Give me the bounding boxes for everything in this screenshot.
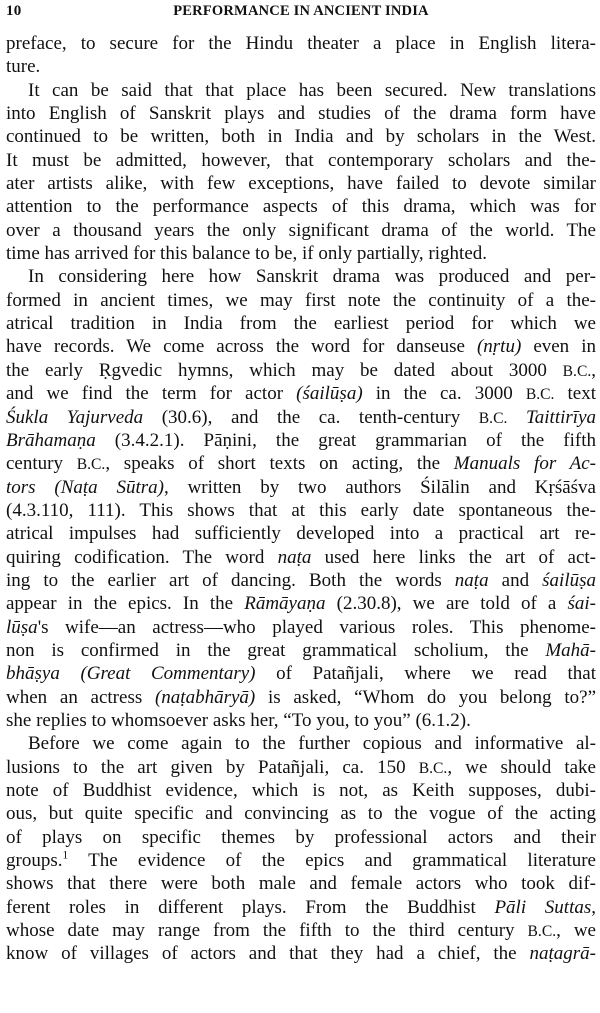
text-line <box>6 79 596 102</box>
book-page <box>6 0 596 1013</box>
text-line <box>6 872 596 895</box>
text-line <box>6 499 596 522</box>
italic-term: śai- <box>567 593 596 615</box>
text-segment: of Patañjali, where we read that <box>255 663 596 685</box>
italic-term: Śukla Yajurveda <box>6 406 144 428</box>
text-line <box>6 172 596 195</box>
text-line <box>6 686 596 709</box>
text-segment: (2.30.8), we are told of a <box>325 593 568 615</box>
text-line <box>6 195 596 218</box>
text-line <box>6 802 596 825</box>
text-line <box>6 592 596 615</box>
text-segment: ing to the earlier art of dancing. Both the words <box>6 569 455 591</box>
text-segment: (3.4.2.1). Pāṇini, the great grammarian of the fifth <box>95 429 596 451</box>
italic-term: naṭa <box>454 569 489 591</box>
italic-term: Pāli Suttas <box>494 896 592 918</box>
text-line <box>6 522 596 545</box>
text-line <box>6 732 596 755</box>
italic-term: bhāṣya (Great Commentary) <box>6 663 256 685</box>
era-abbreviation: B.C. <box>527 923 557 941</box>
text-line <box>6 709 596 732</box>
text-segment: quiring codification. The word <box>6 546 278 568</box>
page-number: 10 <box>6 3 22 19</box>
text-line <box>6 382 596 405</box>
text-line <box>6 942 596 965</box>
text-segment: non is confirmed in the great grammatical scholium, the <box>6 639 546 661</box>
text-segment: is asked, “Whom do you belong to?” <box>255 686 596 708</box>
body-text <box>6 32 596 966</box>
running-head-title: PERFORMANCE IN ANCIENT INDIA <box>173 3 429 19</box>
text-segment: Before we come again to the further copious and informative al- <box>28 733 596 755</box>
era-abbreviation: B.C. <box>76 456 106 474</box>
text-segment: It must be admitted, however, that contemporary scholars and the- <box>6 149 596 171</box>
text-segment: , <box>591 896 596 918</box>
text-segment: into English of Sanskrit plays and studies of the drama form have <box>6 103 596 125</box>
text-line <box>6 32 596 55</box>
text-segment: , we <box>556 920 596 942</box>
text-segment: ater artists alike, with few exceptions, have failed to devote similar <box>6 173 596 195</box>
text-segment: , speaks of short texts on acting, the <box>105 453 454 475</box>
text-segment: ous, but quite specific and convincing as to the vogue of the acting <box>6 803 596 825</box>
text-line <box>6 546 596 569</box>
text-segment: she replies to whomsoever asks her, “To you, to you” (6.1.2). <box>6 709 471 731</box>
era-abbreviation: B.C. <box>525 386 555 404</box>
text-segment: the early Ṛgvedic hymns, which may be dated about 3000 <box>6 359 563 381</box>
text-segment: even in <box>521 336 596 358</box>
text-line <box>6 896 596 919</box>
italic-term: Rāmāyaṇa <box>244 593 326 615</box>
text-segment: atrical impulses had sufficiently developed into a practical art re- <box>6 523 596 545</box>
text-segment: of plays on specific themes by professional actors and their <box>6 826 596 848</box>
text-segment: text <box>554 383 596 405</box>
text-line <box>6 452 596 475</box>
running-head <box>6 0 596 22</box>
text-segment: In considering here how Sanskrit drama was produced and per- <box>28 266 596 288</box>
italic-term: śailūṣa <box>542 569 596 591</box>
text-segment: formed in ancient times, we may first note the continuity of a the- <box>6 289 596 311</box>
text-segment: ture. <box>6 56 41 78</box>
italic-term: lūṣa <box>6 616 38 638</box>
text-segment: preface, to secure for the Hindu theater a place in English litera- <box>6 33 596 54</box>
text-line <box>6 55 596 78</box>
text-line <box>6 639 596 662</box>
text-line <box>6 219 596 242</box>
text-line <box>6 102 596 125</box>
text-line <box>6 849 596 872</box>
text-segment: It can be said that that place has been secured. New translations <box>28 79 596 101</box>
text-segment: used here links the art of act- <box>311 546 596 568</box>
text-line <box>6 662 596 685</box>
text-line <box>6 779 596 802</box>
text-segment: note of Buddhist evidence, which is not, as Keith supposes, dubi- <box>6 780 596 801</box>
text-line <box>6 265 596 288</box>
text-segment: atrical tradition in India from the earliest period for which we <box>6 313 596 335</box>
text-line <box>6 569 596 592</box>
text-segment: continued to be written, both in India and by scholars in the West. <box>6 126 596 148</box>
text-segment: when an actress <box>6 686 155 708</box>
text-segment: whose date may range from the fifth to the third century <box>6 920 528 942</box>
text-segment: have records. We come across the word for danseuse <box>6 336 477 358</box>
italic-term: (śailūṣa) <box>296 383 363 405</box>
text-segment: time has arrived for this balance to be, if only partially, righted. <box>6 243 488 265</box>
text-segment: in the ca. 3000 <box>362 383 526 405</box>
text-segment: , we should take <box>447 756 596 778</box>
text-line <box>6 289 596 312</box>
italic-term: Mahā- <box>545 639 596 661</box>
text-segment: , written by two authors Śilālin and Kṛśāśva <box>164 476 596 498</box>
footnote-marker: 1 <box>62 849 69 862</box>
italic-term: Manuals for Ac- <box>453 453 596 475</box>
text-segment: 's wife—an actress—who played various roles. This phenome- <box>37 616 596 638</box>
text-segment: groups. <box>6 850 63 872</box>
text-line <box>6 756 596 779</box>
text-line <box>6 125 596 148</box>
text-segment: know of villages of actors and that they had a chief, the <box>6 943 530 965</box>
text-segment <box>507 407 526 428</box>
text-segment: and <box>488 569 543 591</box>
text-line <box>6 476 596 499</box>
text-line <box>6 616 596 639</box>
text-segment: lusions to the art given by Patañjali, ca. 150 <box>6 756 419 778</box>
text-segment: (30.6), and the ca. tenth-century <box>143 406 479 428</box>
italic-term: (nṛtu) <box>476 336 522 358</box>
text-line <box>6 919 596 942</box>
text-segment: appear in the epics. In the <box>6 593 245 615</box>
text-line <box>6 406 596 429</box>
text-segment: and we find the term for actor <box>6 383 297 405</box>
italic-term: Taittirīya <box>525 406 596 428</box>
text-line <box>6 826 596 849</box>
text-segment: over a thousand years the only significant drama of the world. The <box>6 219 596 241</box>
text-line <box>6 149 596 172</box>
text-line <box>6 312 596 335</box>
text-segment: ferent roles in different plays. From the Buddhist <box>6 896 495 918</box>
era-abbreviation: B.C. <box>478 409 508 427</box>
text-segment: The evidence of the epics and grammatical literature <box>68 850 596 872</box>
text-line <box>6 359 596 382</box>
text-line <box>6 242 596 265</box>
text-line <box>6 335 596 358</box>
italic-term: tors (Naṭa Sūtra) <box>6 476 164 498</box>
text-segment: , <box>591 359 596 381</box>
text-segment: century <box>6 453 77 475</box>
italic-term: (naṭabhāryā) <box>154 686 256 708</box>
italic-term: Brāhamaṇa <box>6 429 96 451</box>
text-segment: attention to the performance aspects of this drama, which was for <box>6 196 596 218</box>
text-segment: (4.3.110, 111). This shows that at this early date spontaneous the- <box>6 499 596 521</box>
text-line <box>6 429 596 452</box>
italic-term: naṭa <box>277 546 312 568</box>
era-abbreviation: B.C. <box>562 362 592 380</box>
era-abbreviation: B.C. <box>418 759 448 777</box>
italic-term: naṭagrā- <box>529 943 596 965</box>
text-segment: shows that there were both male and female actors who took dif- <box>6 873 596 895</box>
